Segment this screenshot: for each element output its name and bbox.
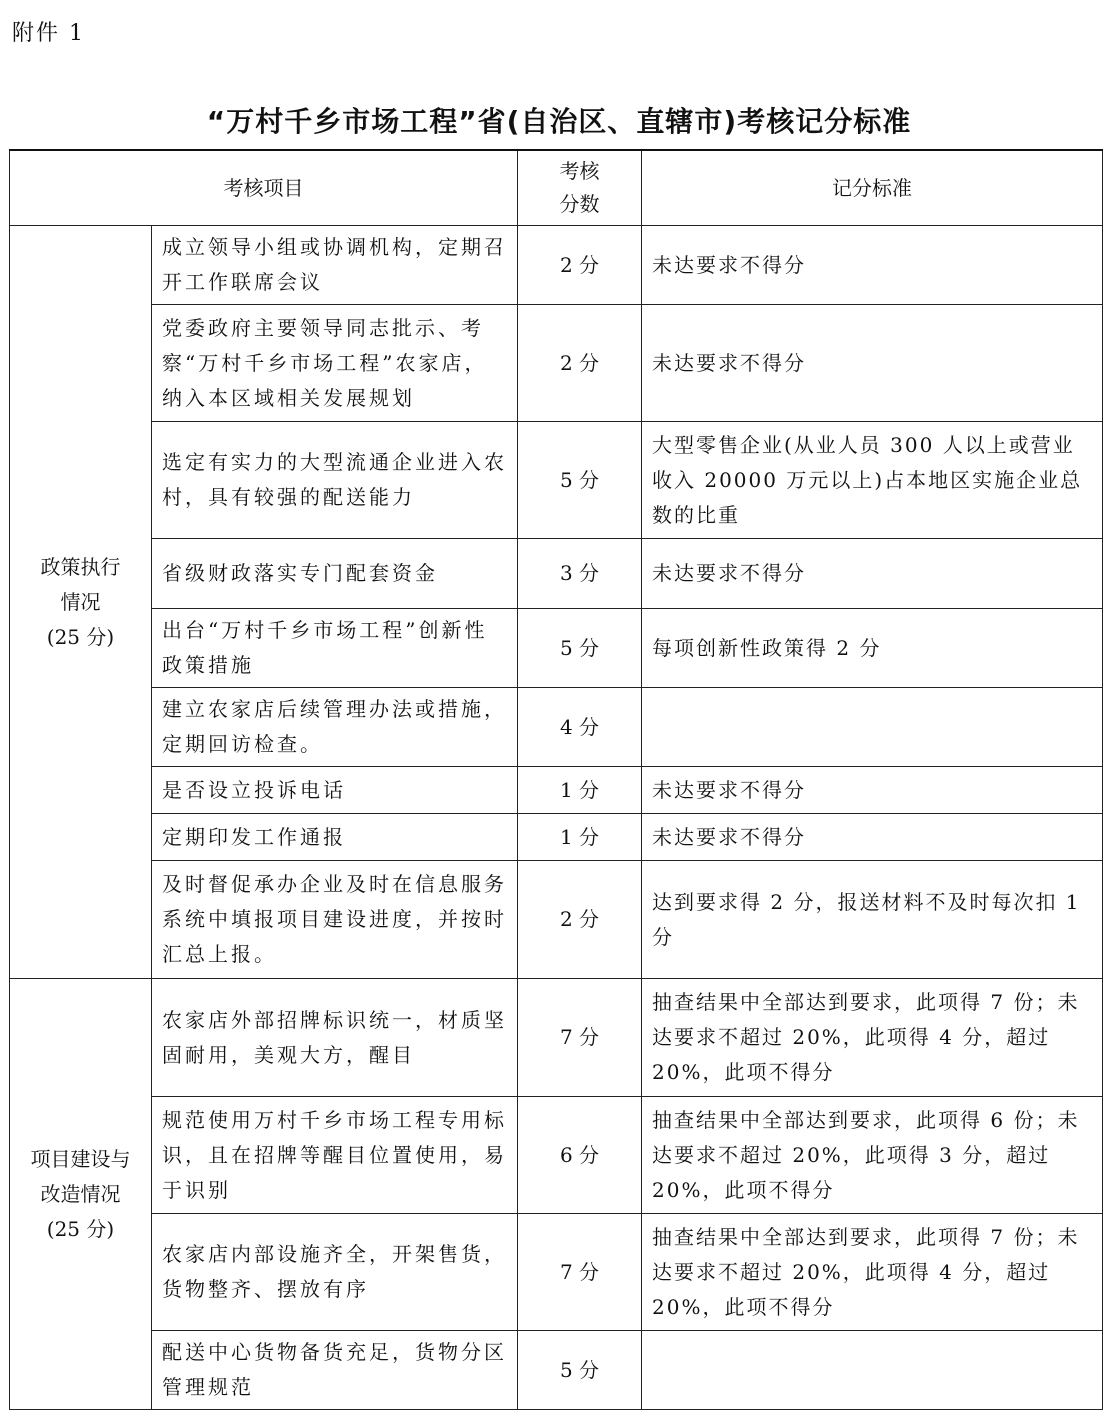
table-row bbox=[10, 1097, 1103, 1214]
row-criteria: 抽查结果中全部达到要求，此项得 6 份；未达要求不超过 20%，此项得 3 分，超过 20%，此项不得分 bbox=[642, 1097, 1103, 1214]
table-row bbox=[10, 539, 1103, 609]
row-item: 党委政府主要领导同志批示、考察“万村千乡市场工程”农家店，纳入本区域相关发展规划 bbox=[152, 305, 518, 422]
table-row bbox=[10, 422, 1103, 539]
header-score-line1: 考核 bbox=[559, 159, 600, 183]
row-criteria: 达到要求得 2 分，报送材料不及时每次扣 1 分 bbox=[642, 861, 1103, 979]
row-criteria: 未达要求不得分 bbox=[642, 767, 1103, 814]
row-score: 7 分 bbox=[518, 979, 642, 1097]
row-score: 2 分 bbox=[518, 861, 642, 979]
scoring-table bbox=[9, 149, 1103, 1410]
row-criteria: 未达要求不得分 bbox=[642, 226, 1103, 305]
section-policy-category bbox=[10, 226, 152, 979]
row-criteria: 大型零售企业(从业人员 300 人以上或营业收入 20000 万元以上)占本地区实施企业总数的比重 bbox=[642, 422, 1103, 539]
row-criteria: 抽查结果中全部达到要求，此项得 7 份；未达要求不超过 20%，此项得 4 分，超过 20%，此项不得分 bbox=[642, 979, 1103, 1097]
row-criteria: 抽查结果中全部达到要求，此项得 7 份；未达要求不超过 20%，此项得 4 分，超过 20%，此项不得分 bbox=[642, 1214, 1103, 1331]
row-criteria: 每项创新性政策得 2 分 bbox=[642, 609, 1103, 688]
row-item: 及时督促承办企业及时在信息服务系统中填报项目建设进度，并按时汇总上报。 bbox=[152, 861, 518, 979]
row-score: 5 分 bbox=[518, 1331, 642, 1410]
row-item: 定期印发工作通报 bbox=[152, 814, 518, 861]
row-score: 2 分 bbox=[518, 305, 642, 422]
table-row bbox=[10, 1214, 1103, 1331]
table-row bbox=[10, 767, 1103, 814]
table-row bbox=[10, 226, 1103, 305]
row-item: 农家店外部招牌标识统一，材质坚固耐用，美观大方，醒目 bbox=[152, 979, 518, 1097]
row-criteria bbox=[642, 688, 1103, 767]
row-item: 选定有实力的大型流通企业进入农村，具有较强的配送能力 bbox=[152, 422, 518, 539]
row-criteria bbox=[642, 1331, 1103, 1410]
section-name-line3: (25 分) bbox=[46, 624, 115, 649]
row-score: 3 分 bbox=[518, 539, 642, 609]
row-criteria: 未达要求不得分 bbox=[642, 539, 1103, 609]
row-item: 省级财政落实专门配套资金 bbox=[152, 539, 518, 609]
section-name-line1: 项目建设与 bbox=[30, 1146, 131, 1171]
table-header-row bbox=[10, 150, 1103, 226]
row-criteria: 未达要求不得分 bbox=[642, 814, 1103, 861]
table-row bbox=[10, 688, 1103, 767]
section-name-line3: (25 分) bbox=[46, 1216, 115, 1241]
row-item: 规范使用万村千乡市场工程专用标识，且在招牌等醒目位置使用，易于识别 bbox=[152, 1097, 518, 1214]
header-criteria: 记分标准 bbox=[642, 150, 1103, 226]
row-score: 7 分 bbox=[518, 1214, 642, 1331]
header-score bbox=[518, 150, 642, 226]
table-row bbox=[10, 861, 1103, 979]
row-score: 6 分 bbox=[518, 1097, 642, 1214]
header-item: 考核项目 bbox=[10, 150, 518, 226]
row-item: 成立领导小组或协调机构，定期召开工作联席会议 bbox=[152, 226, 518, 305]
attachment-label: 附件 1 bbox=[12, 21, 85, 46]
document-title: “万村千乡市场工程”省(自治区、直辖市)考核记分标准 bbox=[206, 105, 912, 138]
row-item: 建立农家店后续管理办法或措施，定期回访检查。 bbox=[152, 688, 518, 767]
table-row bbox=[10, 305, 1103, 422]
section-name-line2: 情况 bbox=[60, 589, 101, 614]
row-score: 2 分 bbox=[518, 226, 642, 305]
section-name-line2: 改造情况 bbox=[40, 1181, 121, 1206]
row-criteria: 未达要求不得分 bbox=[642, 305, 1103, 422]
row-score: 1 分 bbox=[518, 814, 642, 861]
section-name-line1: 政策执行 bbox=[40, 554, 121, 579]
row-score: 5 分 bbox=[518, 609, 642, 688]
row-score: 1 分 bbox=[518, 767, 642, 814]
table-row bbox=[10, 814, 1103, 861]
row-item: 农家店内部设施齐全，开架售货，货物整齐、摆放有序 bbox=[152, 1214, 518, 1331]
row-item: 配送中心货物备货充足，货物分区管理规范 bbox=[152, 1331, 518, 1410]
row-item: 出台“万村千乡市场工程”创新性政策措施 bbox=[152, 609, 518, 688]
row-score: 5 分 bbox=[518, 422, 642, 539]
header-score-line2: 分数 bbox=[559, 192, 600, 216]
table-row bbox=[10, 979, 1103, 1097]
row-item: 是否设立投诉电话 bbox=[152, 767, 518, 814]
table-row bbox=[10, 1331, 1103, 1410]
table-row bbox=[10, 609, 1103, 688]
section-construction-category bbox=[10, 979, 152, 1410]
row-score: 4 分 bbox=[518, 688, 642, 767]
